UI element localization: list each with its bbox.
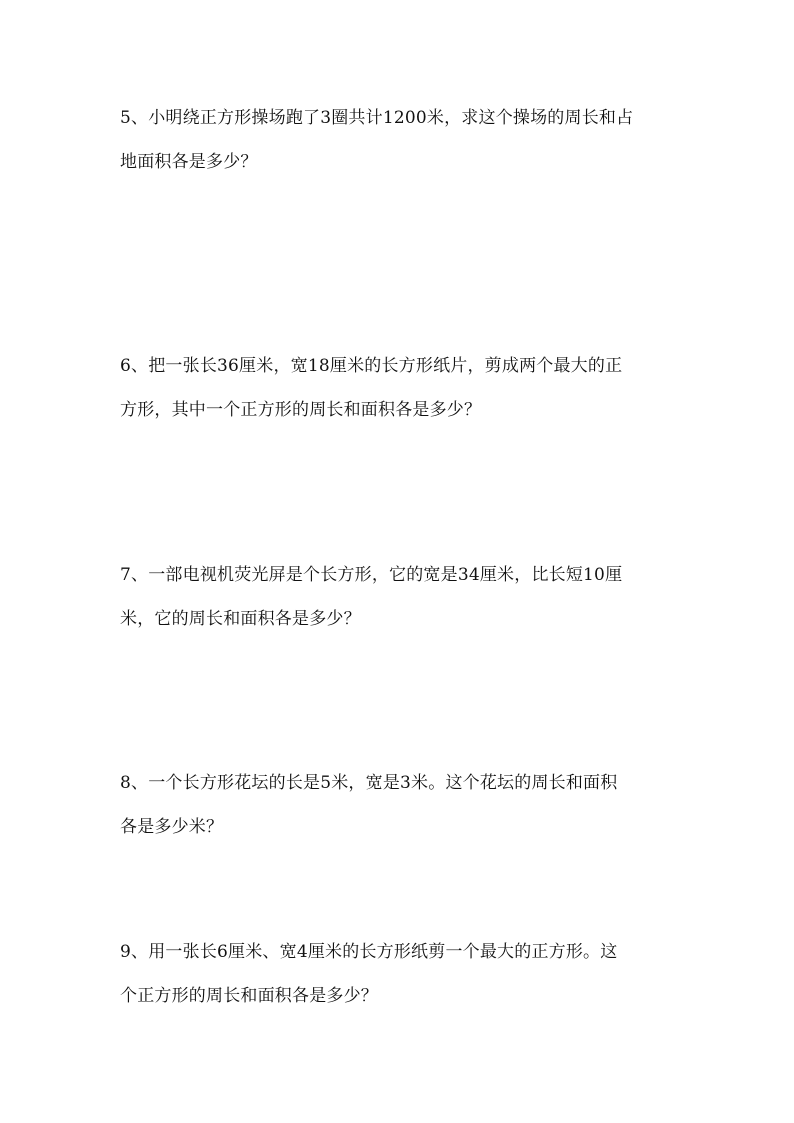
problem-5-line-1: 5、小明绕正方形操场跑了3圈共计1200米，求这个操场的周长和占 <box>120 108 634 128</box>
problem-9 <box>120 940 680 1008</box>
problem-8 <box>120 771 680 839</box>
problem-8-line-2: 各是多少米？ <box>120 817 224 837</box>
problem-7-line-1: 7、一部电视机荧光屏是个长方形，它的宽是34厘米，比长短10厘 <box>120 565 623 585</box>
problem-6-line-1: 6、把一张长36厘米，宽18厘米的长方形纸片，剪成两个最大的正 <box>120 356 623 376</box>
problem-5 <box>120 106 680 174</box>
problem-7-line-2: 米，它的周长和面积各是多少？ <box>120 609 361 629</box>
problem-6-line-2: 方形，其中一个正方形的周长和面积各是多少？ <box>120 400 482 420</box>
problem-6 <box>120 354 680 422</box>
problem-7 <box>120 563 680 631</box>
problem-8-line-1: 8、一个长方形花坛的长是5米，宽是3米。这个花坛的周长和面积 <box>120 773 618 793</box>
problem-9-line-2: 个正方形的周长和面积各是多少？ <box>120 986 378 1006</box>
problem-5-line-2: 地面积各是多少？ <box>120 152 258 172</box>
problem-9-line-1: 9、用一张长6厘米、宽4厘米的长方形纸剪一个最大的正方形。这 <box>120 942 618 962</box>
